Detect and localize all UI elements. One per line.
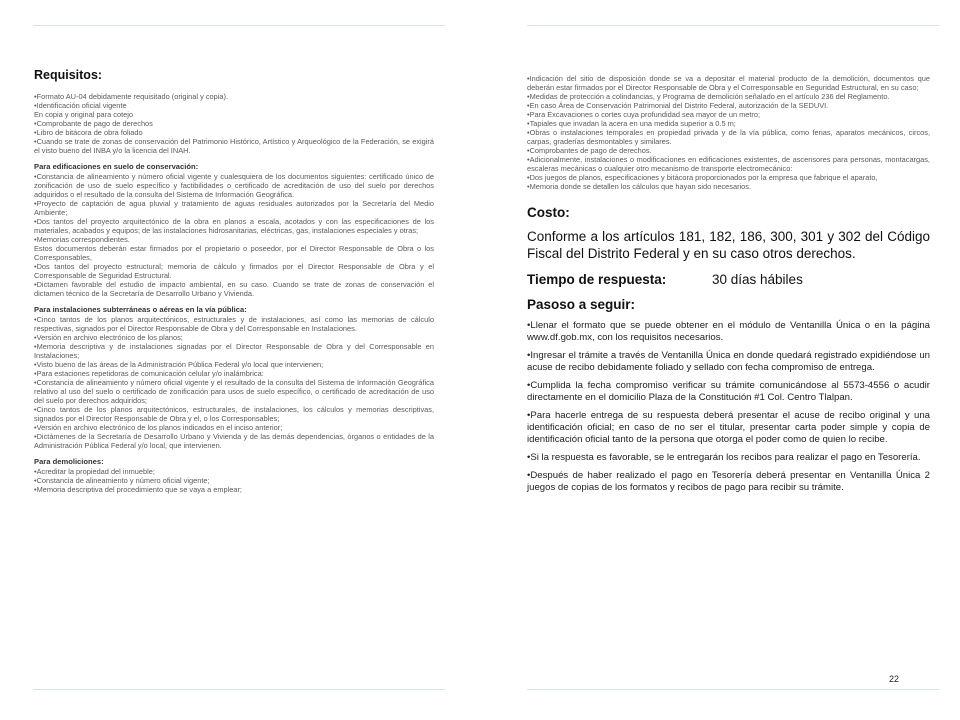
list-item: En copia y original para cotejo [34, 110, 134, 119]
tiempo-value: 30 días hábiles [712, 272, 803, 287]
list-item: •Para estaciones repetidoras de comunicación celular y/o inalámbrica: [34, 369, 264, 378]
list-item: •Obras o instalaciones temporales en propiedad privada y de la vía pública, como ferias, aparatos mecánicos, circos, carpas, graderías desmontables y similares. [527, 128, 930, 146]
list-item: •Acreditar la propiedad del inmueble; [34, 467, 155, 476]
pasos-title: Pasoso a seguir: [527, 297, 636, 312]
costo-text: Conforme a los artículos 181, 182, 186, 300, 301 y 302 del Código Fiscal del Distrito Federal y en su caso otros derechos. [527, 229, 930, 261]
list-item: •Comprobantes de pago de derechos. [527, 146, 652, 155]
list-item: •Memoria donde se detallen los cálculos que hayan sido necesarios. [527, 182, 752, 191]
list-item: •Comprobante de pago de derechos [34, 119, 153, 128]
list-item: Estos documentos deberán estar firmados por el propietario o poseedor, por el Director Responsable de Obra o los Corresponsables, [34, 244, 434, 262]
bottom-rule-right [527, 689, 939, 690]
list-item: •Libro de bitácora de obra foliado [34, 128, 143, 137]
list-item: •Ingresar el trámite a través de Ventanilla Única en donde quedará registrado expidiéndose un acuse de recibo debidamente foliado y sellado con fecha compromiso de entrega. [527, 350, 930, 373]
continued-list [527, 74, 930, 191]
list-item: •Si la respuesta es favorable, se le entregarán los recibos para realizar el pago en Tesorería. [527, 452, 921, 463]
list-item: •Medidas de protección a colindancias, y Programa de demolición señalado en el artículo 236 del Reglamento. [527, 92, 890, 101]
list-item: •Llenar el formato que se puede obtener en el módulo de Ventanilla Única o en la página www.df.gob.mx, con los requisitos necesarios. [527, 320, 930, 343]
list-item: •Constancia de alineamiento y número oficial vigente y cualesquiera de los documentos siguientes: certificado único de zonificación de uso de suelo específico y factibilidades o certificado de acreditación de uso del suelo por derechos adquiridos o el resultado de la consulta del Sistema de Información Geográfica. [34, 172, 434, 199]
right-column [527, 74, 930, 500]
list-item: •Identificación oficial vigente [34, 101, 127, 110]
list-item: •Memoria descriptiva del procedimiento que se vaya a emplear; [34, 485, 242, 494]
section-heading-suelo: Para edificaciones en suelo de conservación: [34, 162, 199, 171]
list-item: •Memoria descriptiva y de instalaciones signadas por el Director Responsable de Obra y del Corresponsable en Instalaciones; [34, 342, 434, 360]
section-heading-via-publica: Para instalaciones subterráneas o aéreas en la vía pública: [34, 305, 247, 314]
list-item: •Dos juegos de planos, especificaciones y bitácora proporcionados por la empresa que fabrique el aparato, [527, 173, 878, 182]
list-item: •Después de haber realizado el pago en Tesorería deberá presentar en Ventanilla Única 2 juegos de copias de los formatos y recibos de pago para recibir su trámite. [527, 470, 930, 493]
list-item: •Cumplida la fecha compromiso verificar su trámite comunicándose al 5573-4556 o acudir directamente en el domicilio Plaza de la Constitución #1 Col. Centro Tlalpan. [527, 380, 930, 403]
section-list-via-publica [34, 315, 434, 450]
list-item: •Para Excavaciones o cortes cuya profundidad sea mayor de un metro; [527, 110, 761, 119]
list-item: •Visto bueno de las áreas de la Administración Pública Federal y/o local que intervienen; [34, 360, 324, 369]
list-item: •Dictámenes de la Secretaría de Desarrollo Urbano y Vivienda y de las demás dependencias, órganos o entidades de la Administración Pública Federal y/o local, que intervienen. [34, 432, 434, 450]
list-item: •Memorias correspondientes. [34, 235, 130, 244]
list-item: •Tapiales que invadan la acera en una medida superior a 0.5 m; [527, 119, 736, 128]
list-item: •Para hacerle entrega de su respuesta deberá presentar el acuse de recibo original y una identificación oficial; en caso de no ser el titular, presentar carta poder simple y copia de identificación oficial tanto de la persona que otorga el poder como de quien lo recibe. [527, 410, 930, 445]
list-item: •Versión en archivo electrónico de los planos; [34, 333, 183, 342]
pasos-list [527, 320, 930, 494]
list-item: •Versión en archivo electrónico de los planos indicados en el inciso anterior; [34, 423, 283, 432]
list-item: •Indicación del sitio de disposición donde se va a depositar el material producto de la demolición, documentos que deberán estar firmados por el Director Responsable de Obra y el Corresponsable en Seguridad Estructural, en su caso; [527, 74, 930, 92]
list-item: •Proyecto de captación de agua pluvial y tratamiento de aguas residuales autorizados por la Secretaría del Medio Ambiente; [34, 199, 434, 217]
section-list-demoliciones [34, 467, 434, 494]
section-list-suelo [34, 172, 434, 298]
tiempo-respuesta [527, 272, 930, 287]
top-rule-right [527, 25, 939, 26]
left-column [34, 68, 434, 494]
intro-list [34, 92, 434, 155]
requisitos-title: Requisitos: [34, 68, 103, 82]
list-item: •Constancia de alineamiento y número oficial vigente; [34, 476, 210, 485]
tiempo-label: Tiempo de respuesta: [527, 272, 667, 287]
list-item: •Constancia de alineamiento y número oficial vigente y el resultado de la consulta del Sistema de Información Geográfica relativo al uso del suelo o certificado de zonificación para usos de suelo específico, o certificado de acreditación de uso del suelo por derechos adquiridos; [34, 378, 434, 405]
bottom-rule-left [33, 689, 445, 690]
section-heading-demoliciones: Para demoliciones: [34, 457, 104, 466]
page-number: 22 [889, 674, 900, 684]
list-item: •En caso Área de Conservación Patrimonial del Distrito Federal, autorización de la SEDUVI. [527, 101, 829, 110]
top-rule-left [33, 25, 445, 26]
list-item: •Cuando se trate de zonas de conservación del Patrimonio Histórico, Artístico y Arqueológico de la Federación, se exigirá el visto bueno del INBA y/o la licencia del INAH. [34, 137, 434, 155]
list-item: •Dictamen favorable del estudio de impacto ambiental, en su caso. Cuando se trate de zonas de conservación el dictamen técnico de la Secretaría de Desarrollo Urbano y Vivienda. [34, 280, 434, 298]
list-item: •Cinco tantos de los planos arquitectónicos, estructurales y de instalaciones, así como las memorias de cálculo respectivas, signados por el Director Responsable de Obra y del Corresponsable en Instalaciones. [34, 315, 434, 333]
list-item: •Dos tantos del proyecto arquitectónico de la obra en planos a escala, acotados y con las especificaciones de los materiales, acabados y equipos; de las instalaciones hidrosanitarias, eléctricas, gas, instalaciones especiales y otras; [34, 217, 434, 235]
list-item: •Adicionalmente, instalaciones o modificaciones en edificaciones existentes, de ascensores para personas, montacargas, escaleras mecánicas o cualquier otro mecanismo de transporte electromecánico: [527, 155, 930, 173]
list-item: •Cinco tantos de los planos arquitectónicos, estructurales, de instalaciones, los cálculos y memorias descriptivas, signados por el Director Responsable de Obra y el, o los Corresponsables; [34, 405, 434, 423]
costo-title: Costo: [527, 205, 570, 220]
list-item: •Dos tantos del proyecto estructural; memoria de cálculo y firmados por el Director Responsable de Obra y el Corresponsable de Seguridad Estructural. [34, 262, 434, 280]
list-item: •Formato AU-04 debidamente requisitado (original y copia). [34, 92, 229, 101]
